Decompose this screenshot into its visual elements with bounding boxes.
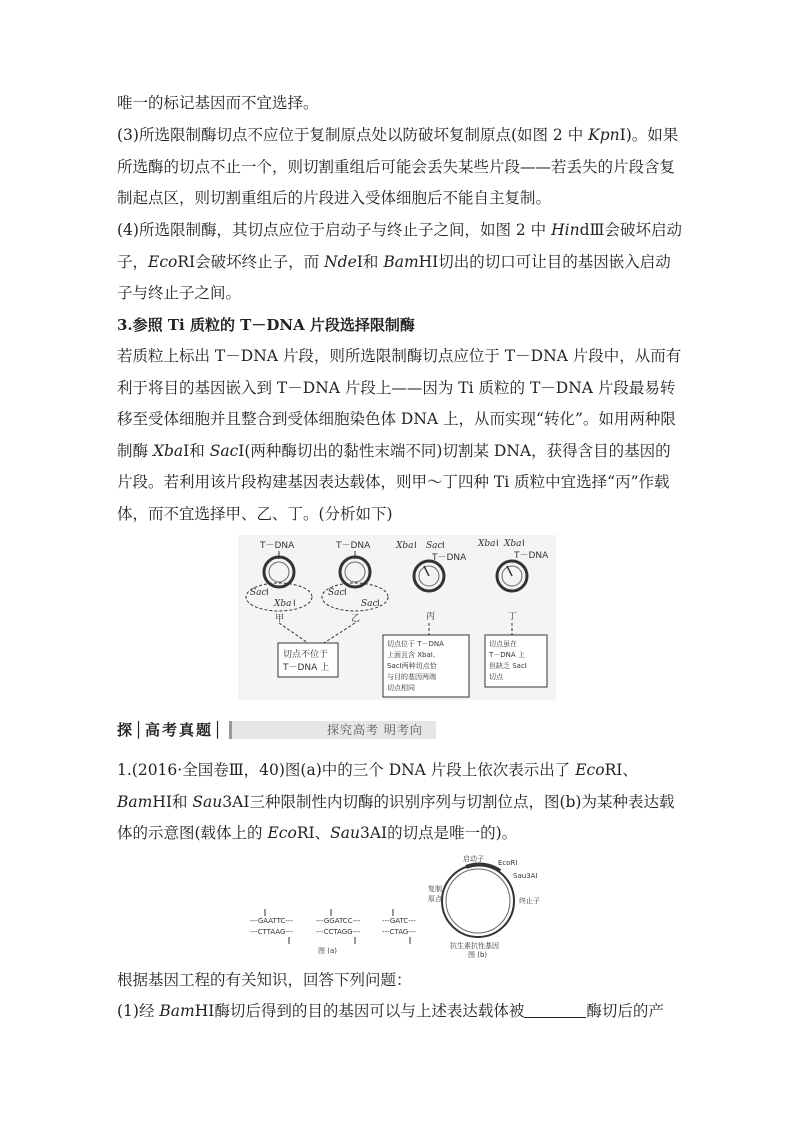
seq-c-top: ---GATC---	[382, 917, 416, 925]
sau3a-label: Sau3AⅠ	[513, 872, 538, 880]
p3-enzyme: Bam	[383, 252, 419, 271]
fig1-roman: Ⅰ	[414, 541, 417, 551]
seq-a-bottom: ---CTTAAG---	[250, 928, 294, 936]
resistance-label: 抗生素抗性基因	[450, 942, 499, 950]
fig1-xba-3: Xba	[478, 539, 496, 549]
ecori-label: EcoRⅠ	[498, 859, 518, 867]
fig1-box2-line: 上面且含 XbaⅠ、	[387, 651, 440, 659]
fig1-sac-4: Sac	[426, 541, 443, 551]
fig1-tdna-label-1: T－DNA	[260, 541, 295, 551]
question-1	[117, 755, 683, 850]
seq-c-bottom: ---CTAG---	[382, 928, 416, 936]
fig1-roman: Ⅰ	[293, 599, 296, 609]
fig1-tdna-label-2: T－DNA	[336, 541, 371, 551]
p3-part: dⅢ会破坏启动子，	[117, 221, 682, 271]
paragraph-3	[117, 215, 683, 310]
q-sub1-part: (1)经	[117, 1002, 160, 1020]
p2-part: (3)所选限制酶切点不应位于复制原点处以防破坏复制原点(如图 2 中	[117, 126, 589, 144]
fig1-xba-4: Xba	[504, 539, 522, 549]
fig1-label-ding: 丁	[508, 612, 518, 622]
fig1-box3-line: 切点	[489, 673, 503, 681]
q1-enzyme: Bam	[117, 792, 153, 811]
fig1-roman: Ⅰ	[522, 539, 525, 549]
fig1-box2-line: 与目的基因两端	[387, 673, 436, 681]
vector-figure	[248, 853, 548, 961]
fig1-tdna-label-3: T－DNA	[432, 553, 467, 563]
q1-part: 1.(2016·全国卷Ⅲ，40)图(a)中的三个 DNA 片段上依次表示出了	[117, 761, 576, 779]
q1-part: RⅠ、	[604, 761, 638, 779]
fig1-label-jia: 甲	[275, 614, 285, 624]
fig1-xba-2: Xba	[396, 541, 414, 551]
p3-enzyme: Eco	[148, 252, 178, 271]
fig1-box3-line: 切点虽在	[489, 640, 517, 648]
fig1-sac-3: Sac	[361, 599, 378, 609]
question-intro	[117, 965, 683, 997]
fig1-box2-line: 切点相同	[387, 684, 415, 692]
fig1-roman: Ⅰ	[266, 588, 269, 598]
fig1-sac-2: Sac	[328, 588, 345, 598]
p4-part: Ⅰ(两种酶切出的黏性末端不同)切割某 DNA，获得含目的基因的片段。若利用该片段构建基因表达载体，则甲～丁四种 Ti 质粒中宜选择“丙”作载体，而不宜选择甲、乙、丁。(分析如下)	[117, 441, 671, 523]
caption-a: 图 (a)	[318, 947, 337, 955]
q1-enzyme: Eco	[267, 824, 297, 842]
q1-enzyme: Sau	[192, 792, 223, 811]
q-sub1-part: 酶切后的产	[586, 1002, 664, 1020]
origin-label-1: 复制	[428, 885, 442, 893]
q1-enzyme: Sau	[330, 824, 360, 842]
q1-part: 3AⅠ三种限制性内切酶的识别序列与切割位点，图(b)为某种表达载体的示意图(载体上的	[117, 792, 675, 842]
fig1-roman: Ⅰ	[344, 588, 347, 598]
fig1-sac-1: Sac	[250, 588, 267, 598]
fig1-tdna-label-4: T－DNA	[514, 551, 549, 561]
fig1-roman: Ⅰ	[377, 599, 380, 609]
section-header	[117, 717, 433, 743]
fig1-label-yi: 乙	[351, 614, 361, 624]
p4-enzyme: Xba	[152, 441, 184, 460]
fig1-label-bing: 丙	[426, 612, 436, 622]
paragraph-1	[117, 88, 683, 120]
fig1-roman: Ⅰ	[496, 539, 499, 549]
promoter-label: 启动子	[463, 855, 484, 863]
seq-b-top: ---GGATCC---	[316, 917, 361, 925]
p2-part: Ⅰ)。如果所选酶的切点不止一个，则切割重组后可能会丢失某些片段——若丢失的片段含复制起点区，则切割重组后的片段进入受体细胞后不能自主复制。	[117, 126, 679, 207]
fig1-box3-line: 但缺乏 SacⅠ	[489, 662, 527, 670]
origin-label-2: 原点	[428, 895, 442, 903]
p3-enzyme: Hin	[551, 221, 580, 239]
q1-part: HⅠ和	[152, 792, 193, 811]
terminator-label: 终止子	[519, 897, 540, 905]
p4-part: 若质粒上标出 T－DNA 片段，则所选限制酶切点应位于 T－DNA 片段中，从而有利于将目的基因嵌入到 T－DNA 片段上——因为 Ti 质粒的 T－DNA 片段最易转移至受体细胞并且整合到受体细胞染色体 DNA 上，从而实现“转化”。如用两种限制酶	[117, 347, 682, 460]
p3-part: RⅠ会破坏终止子，而	[177, 252, 325, 271]
fig1-box3-line: T－DNA 上	[489, 651, 525, 659]
ti-plasmid-figure	[238, 535, 556, 700]
p3-part: (4)所选限制酶，其切点应位于启动子与终止子之间，如图 2 中	[117, 221, 552, 239]
section-label: 探│高考真题│	[117, 721, 225, 739]
p3-part: HⅠ切出的切口可让目的基因嵌入启动子与终止子之间。	[117, 252, 671, 302]
p4-enzyme: Sac	[209, 441, 239, 460]
seq-b-bottom: ---CCTAGG---	[316, 928, 361, 936]
fig1-box1-line: 切点不位于	[283, 650, 329, 660]
fig1-roman: Ⅰ	[442, 541, 445, 551]
paragraph-4	[117, 341, 683, 530]
paragraph-1-text: 唯一的标记基因而不宜选择。	[117, 94, 319, 112]
q1-part: 3AⅠ的切点是唯一的)。	[359, 824, 518, 842]
fig1-xba-1: Xba	[274, 599, 292, 609]
caption-b: 图 (b)	[468, 951, 488, 959]
p4-part: Ⅰ和	[183, 441, 210, 460]
p3-enzyme: Nde	[324, 252, 357, 271]
fig1-box2-line: SacⅠ两种切点恰	[387, 662, 437, 670]
q-sub1-enzyme: Bam	[159, 1002, 195, 1020]
section-subtitle: 探究高考 明考向	[327, 723, 423, 737]
q-intro-text: 根据基因工程的有关知识，回答下列问题：	[117, 971, 412, 989]
q1-part: RⅠ、	[296, 824, 331, 842]
section-bar	[229, 721, 436, 739]
expression-vector-plasmid	[442, 865, 514, 937]
answer-blank[interactable]	[524, 1001, 586, 1018]
section-heading: 3.参照 Ti 质粒的 T－DNA 片段选择限制酶	[117, 316, 415, 334]
question-sub-1	[117, 996, 683, 1028]
paragraph-2	[117, 120, 683, 215]
fig1-box2-line: 切点位于 T－DNA	[387, 640, 444, 648]
fig1-box1-line: T－DNA 上	[283, 663, 330, 673]
q1-enzyme: Eco	[575, 761, 605, 779]
p2-enzyme: Kpn	[588, 126, 620, 144]
q-sub1-part: HⅠ酶切后得到的目的基因可以与上述表达载体被	[194, 1002, 525, 1020]
p3-part: Ⅰ和	[356, 252, 384, 271]
seq-a-top: ---GAATTC---	[250, 917, 293, 925]
